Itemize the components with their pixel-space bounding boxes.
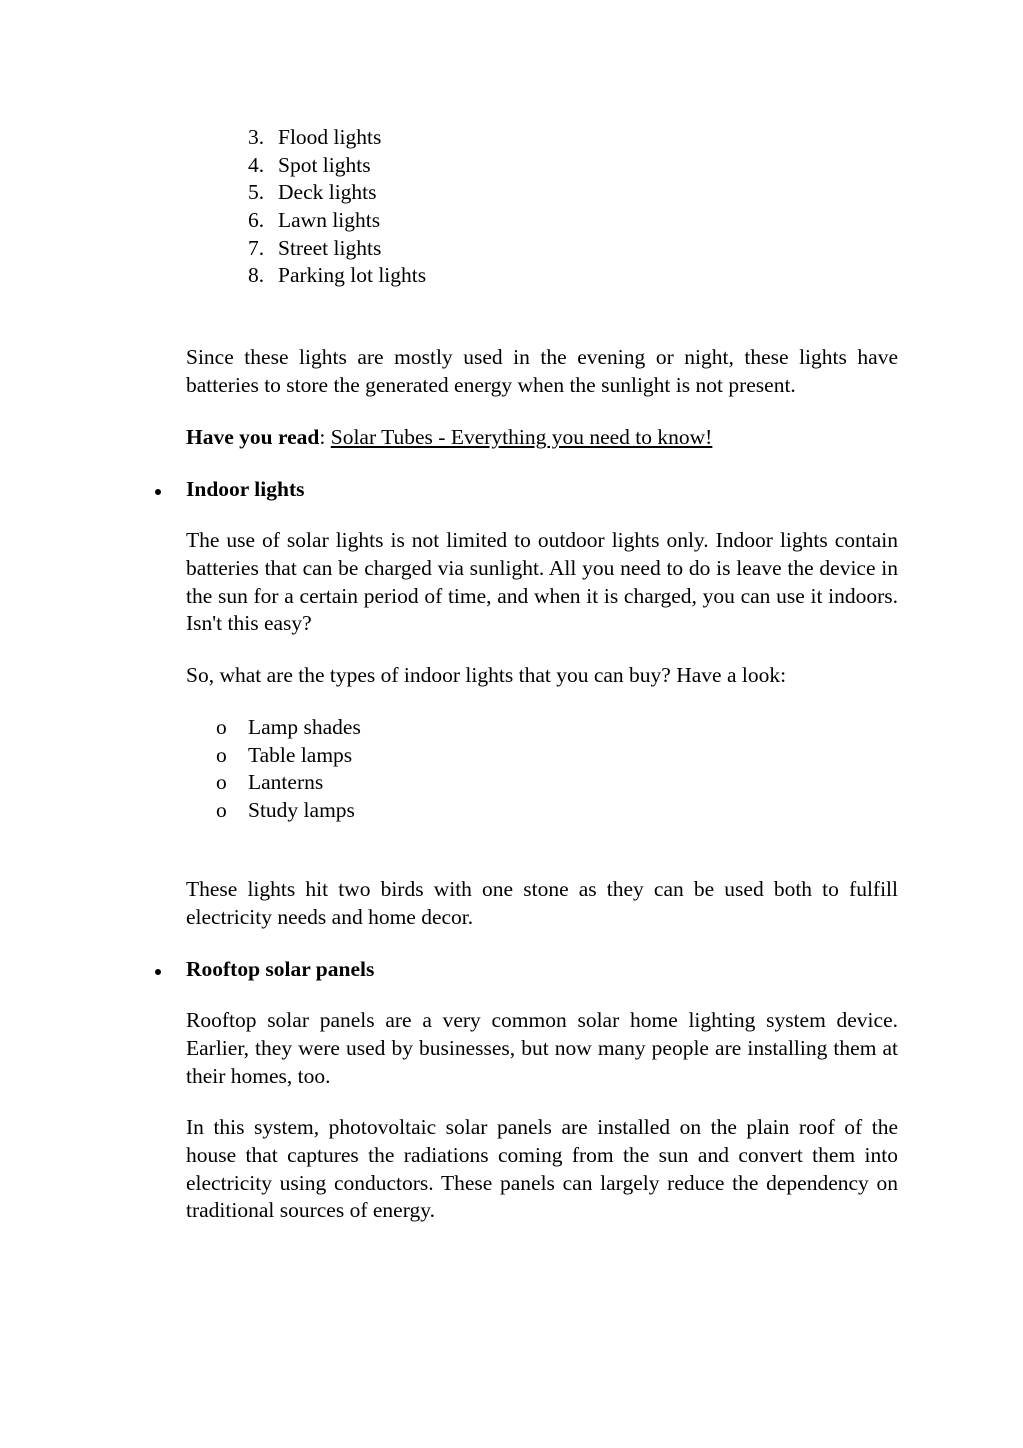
list-item: [248, 124, 426, 152]
list-text: Lanterns: [248, 770, 324, 795]
list-item: [248, 179, 426, 207]
circle-bullet-icon: o: [216, 798, 227, 823]
list-item: [248, 152, 426, 180]
list-text: Street lights: [278, 235, 382, 260]
circle-bullet-icon: o: [216, 742, 227, 767]
have-you-read-separator: :: [319, 425, 331, 449]
list-number: 7.: [248, 235, 265, 260]
list-text: Flood lights: [278, 125, 382, 149]
solar-tubes-link[interactable]: Solar Tubes - Everything you need to know!: [330, 425, 713, 449]
list-item: [216, 714, 361, 742]
indoor-lights-paragraph: The use of solar lights is not limited to outdoor lights only. Indoor lights contain batteries that can be charged via sunlight. All you need to do is leave the device in the sun for a certain period of time, and when it is charged, you can use it indoors. Isn't this easy?: [186, 528, 898, 636]
list-number: 5.: [248, 180, 265, 205]
list-number: 6.: [248, 208, 265, 233]
list-number: 3.: [248, 125, 265, 149]
list-item: [248, 235, 426, 263]
list-text: Spot lights: [278, 152, 371, 177]
batteries-paragraph: Since these lights are mostly used in the evening or night, these lights have batteries to store the generated energy when the sunlight is not present.: [186, 345, 898, 397]
bullet-icon: [155, 969, 161, 975]
rooftop-paragraph-2: In this system, photovoltaic solar panels are installed on the plain roof of the house that captures the radiations coming from the sun and convert them into electricity using conductors. These panels can largely reduce the dependency on traditional sources of energy.: [186, 1115, 898, 1223]
indoor-lights-heading: Indoor lights: [186, 477, 305, 501]
have-you-read-label: Have you read: [186, 425, 320, 449]
circle-bullet-icon: o: [216, 715, 227, 739]
bullet-icon: [155, 489, 161, 495]
two-birds-paragraph: These lights hit two birds with one stone as they can be used both to fulfill electricity needs and home decor.: [186, 877, 898, 929]
list-text: Lawn lights: [278, 208, 381, 233]
indoor-lights-question: So, what are the types of indoor lights that you can buy? Have a look:: [186, 663, 787, 687]
list-item: [216, 742, 361, 770]
list-number: 4.: [248, 152, 265, 177]
list-item: [216, 797, 361, 825]
list-item: [248, 262, 426, 290]
outdoor-lights-numbered-list: [248, 124, 426, 290]
list-item: [248, 207, 426, 235]
circle-bullet-icon: o: [216, 770, 227, 795]
have-you-read-line: [186, 424, 898, 452]
rooftop-solar-heading: Rooftop solar panels: [186, 957, 375, 981]
rooftop-paragraph-1: Rooftop solar panels are a very common solar home lighting system device. Earlier, they were used by businesses, but now many people are installing them at their homes, too.: [186, 1008, 898, 1088]
list-text: Lamp shades: [248, 715, 361, 739]
list-text: Table lamps: [248, 742, 353, 767]
list-number: 8.: [248, 263, 265, 288]
list-item: [216, 769, 361, 797]
indoor-lights-sub-list: [216, 714, 361, 825]
list-text: Study lamps: [248, 798, 355, 823]
list-text: Deck lights: [278, 180, 377, 205]
list-text: Parking lot lights: [278, 263, 427, 288]
